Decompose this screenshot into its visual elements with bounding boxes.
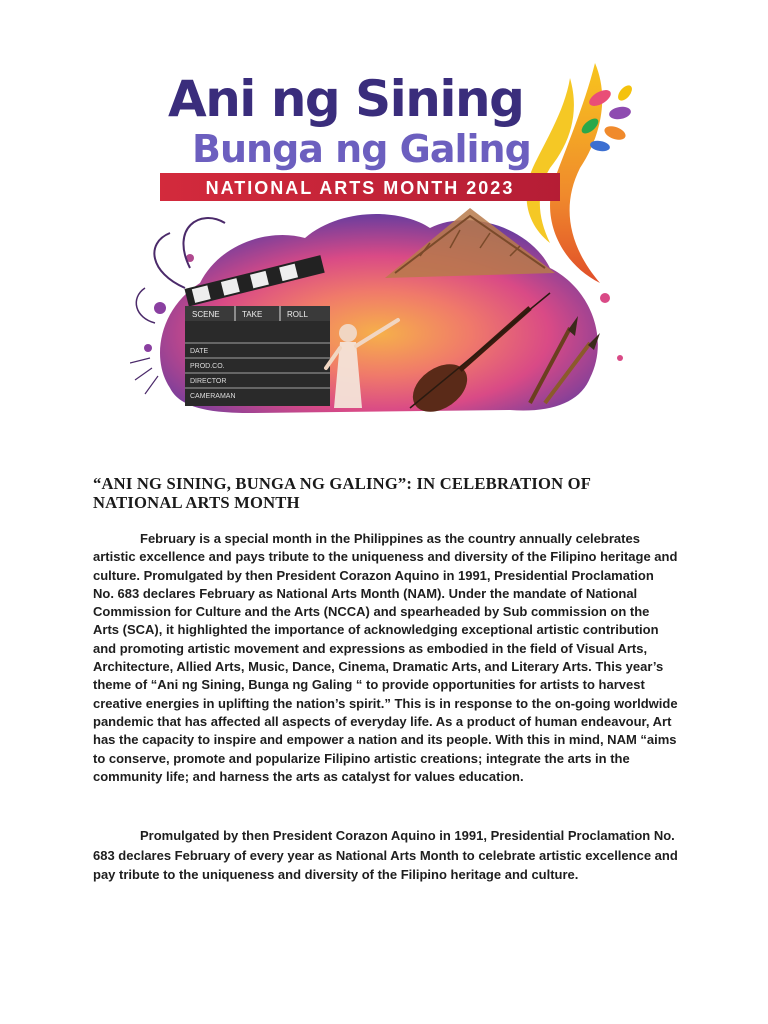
clapper-director: DIRECTOR: [190, 378, 227, 385]
clapper-scene: SCENE: [192, 310, 220, 319]
clapper-take: TAKE: [242, 310, 263, 319]
banner-title-line2: Bunga ng Galing: [192, 127, 531, 171]
article-title: “ANI NG SINING, BUNGA NG GALING”: IN CELEBRATION OF NATIONAL ARTS MONTH: [93, 474, 591, 512]
article-paragraph: Promulgated by then President Corazon Aquino in 1991, Presidential Proclamation No. 683 declares February of every year as National Arts Month to celebrate artistic excellence and pay tribute to the uniqueness and diversity of the Filipino heritage and culture.: [93, 828, 678, 882]
national-arts-month-banner: [130, 58, 640, 418]
clapper-roll: ROLL: [287, 310, 308, 319]
banner-title-line1: Ani ng Sining: [168, 70, 524, 128]
clapper-prod: PROD.CO.: [190, 363, 225, 370]
ribbon-text: NATIONAL ARTS MONTH 2023: [205, 178, 515, 198]
clapper-camera: CAMERAMAN: [190, 393, 236, 400]
clapper-date: DATE: [190, 348, 209, 355]
article-paragraph: February is a special month in the Philippines as the country annually celebrates artistic excellence and pays tribute to the uniqueness and diversity of the Filipino heritage and culture. Promulgated by then President Corazon Aquino in 1991, Presidential Proclamation No. 683 declares February as National Arts Month (NAM). Under the mandate of National Commission for Culture and the Arts (NCCA) and spearheaded by Sub commission on the Arts (SCA), it highlighted the importance of acknowledging exceptional artistic contribution and promoting artistic movement and expressions as embodied in the field of Visual Arts, Architecture, Allied Arts, Music, Dance, Cinema, Dramatic Arts, and Literary Arts. This year’s theme of “Ani ng Sining, Bunga ng Galing “ to provide opportunities for artists to harvest creative energies in uplifting the nation’s spirit.” This is in response to the on-going worldwide pandemic that has affected all aspects of everyday life. As a product of human endeavour, Art has the capacity to inspire and empower a nation and its people. With this in mind, NAM “aims to conserve, promote and popularize Filipino artistic creations; integrate the arts in the community life; and harness the arts as catalyst for values education.: [93, 531, 678, 784]
